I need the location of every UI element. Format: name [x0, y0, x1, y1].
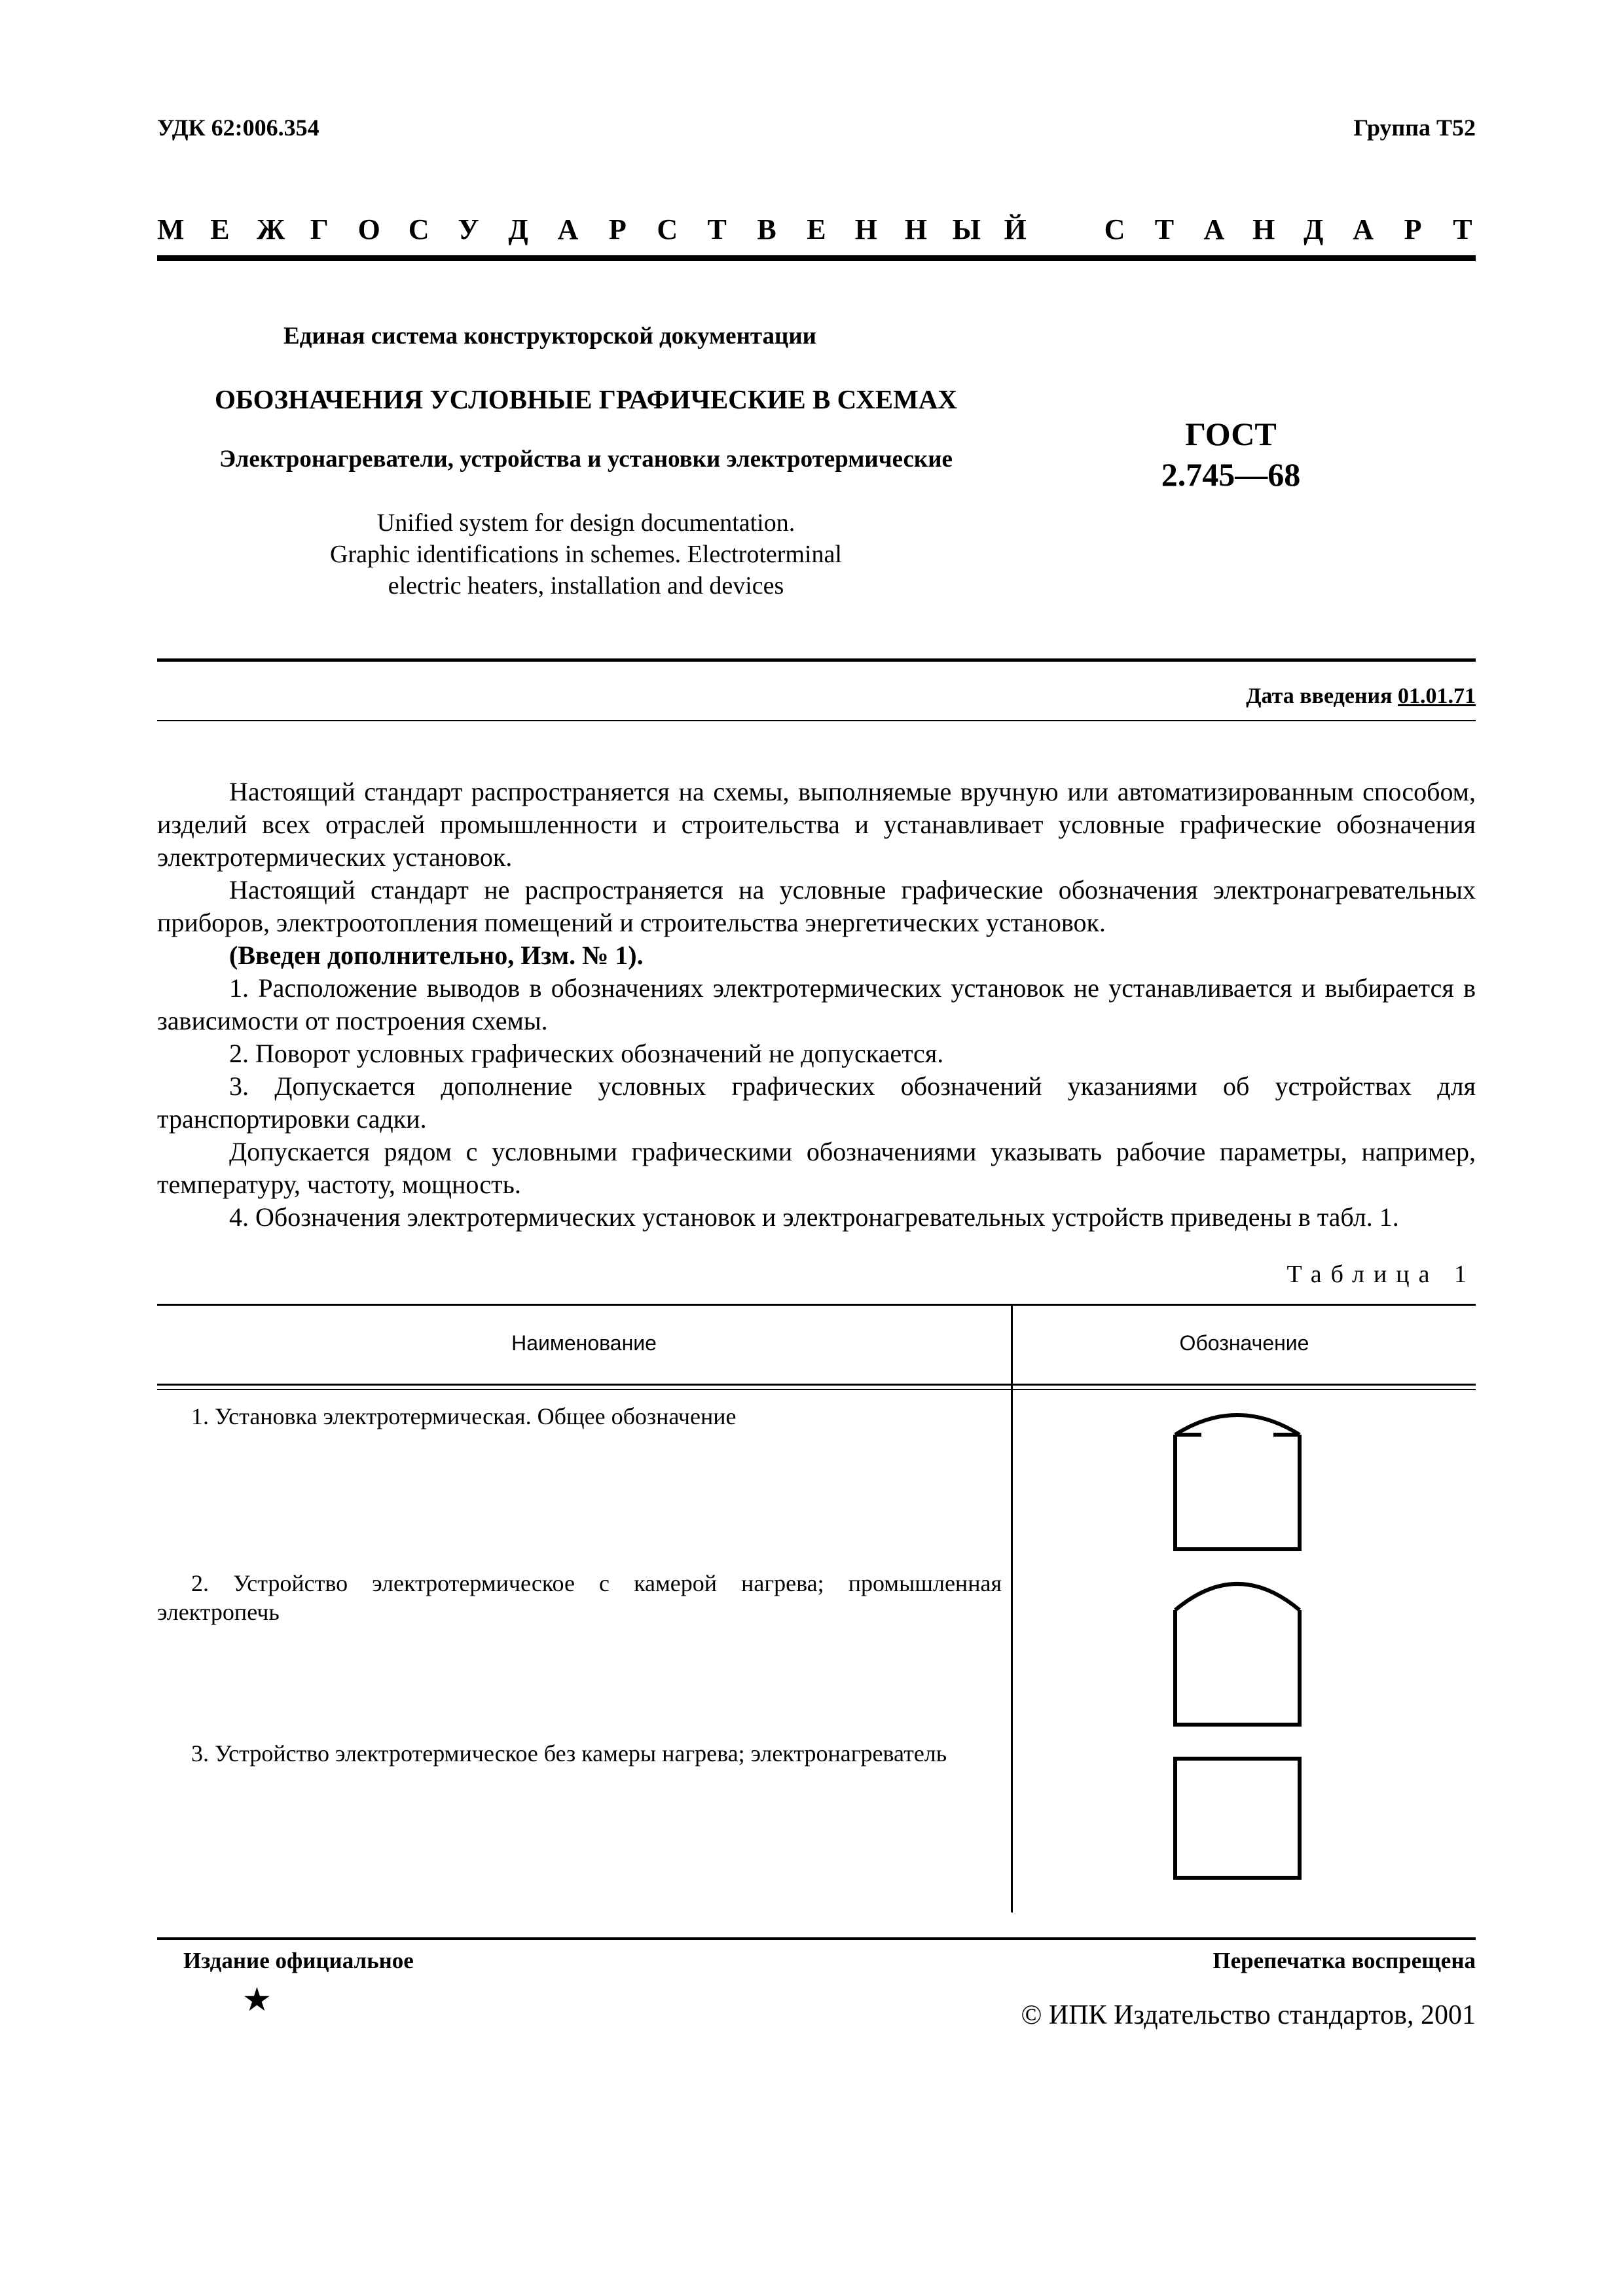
body-text — [157, 776, 1476, 1234]
introduction-date — [1246, 684, 1476, 709]
banner-letter: Д — [508, 213, 528, 245]
banner-letter: М — [157, 213, 185, 245]
banner-letter: О — [357, 213, 380, 245]
group-code: Группа Т52 — [1353, 115, 1476, 141]
table-row-name — [157, 1739, 1002, 1768]
table-column-divider — [1011, 1304, 1013, 1912]
paragraph: 3. Допускается дополнение условных графических обозначений указаниями об устройствах для транспортировки садки. — [157, 1071, 1476, 1134]
row-2-text: 2. Устройство электротермическое с камерой нагрева; промышленная электропечь — [157, 1570, 1002, 1625]
banner-letter: Р — [1404, 213, 1422, 245]
table-header-border — [157, 1389, 1476, 1390]
paragraph: Допускается рядом с условными графическими обозначениями указывать рабочие параметры, например, температуру, частоту, мощность. — [157, 1137, 1476, 1199]
banner-letter: Т — [1154, 213, 1175, 245]
paragraph: 1. Расположение выводов в обозначениях электротермических установок не устанавливается и выбирается в зависимости от построения схемы. — [157, 973, 1476, 1035]
gost-number — [1061, 414, 1401, 495]
gost-code: 2.745—68 — [1161, 456, 1301, 493]
banner-letter: Р — [608, 213, 627, 245]
banner-letter: А — [1203, 213, 1225, 245]
column-header-symbol: Обозначение — [1179, 1331, 1309, 1355]
banner-letter: Е — [807, 213, 826, 245]
english-title — [157, 507, 1015, 601]
banner-letter: У — [458, 213, 479, 245]
arched-box-icon — [1169, 1571, 1339, 1734]
banner-letter: Н — [854, 213, 878, 245]
banner-letter: С — [657, 213, 678, 245]
english-title-line: Graphic identifications in schemes. Electroterminal — [330, 541, 842, 568]
banner-letter: Н — [904, 213, 927, 245]
rect-box-icon — [1169, 1755, 1339, 1886]
table-header-border — [157, 1384, 1476, 1386]
paragraph: 2. Поворот условных графических обозначений не допускается. — [229, 1039, 944, 1068]
banner-letter: А — [1353, 213, 1374, 245]
banner-letter: Й — [1004, 213, 1027, 245]
banner-letter: Ж — [256, 213, 285, 245]
english-title-line: electric heaters, installation and devices — [388, 572, 784, 600]
banner-rule — [157, 255, 1476, 261]
banner-letter: В — [757, 213, 776, 245]
banner-letter: Т — [1453, 213, 1472, 245]
paragraph: Настоящий стандарт не распространяется на условные графические обозначения электронагревательных приборов, электроотопления помещений и строительства энергетических установок. — [157, 875, 1476, 937]
document-title: ОБОЗНАЧЕНИЯ УСЛОВНЫЕ ГРАФИЧЕСКИЕ В СХЕМАХ — [214, 384, 958, 414]
banner-letter: Е — [210, 213, 230, 245]
banner-letter: С — [1104, 213, 1125, 245]
arched-box-with-gaps-icon — [1169, 1402, 1339, 1559]
row-1-text: 1. Установка электротермическая. Общее обозначение — [191, 1403, 737, 1429]
banner-letter: Н — [1252, 213, 1275, 245]
banner-letter: Г — [310, 213, 329, 245]
banner-letter: С — [408, 213, 429, 245]
udk-code: УДК 62:006.354 — [157, 115, 319, 141]
footer-rule — [157, 1937, 1476, 1940]
date-rule — [157, 720, 1476, 721]
document-subtitle: Электронагреватели, устройства и установки электротермические — [219, 446, 953, 473]
row-3-text: 3. Устройство электротермическое без камеры нагрева; электронагреватель — [191, 1740, 947, 1767]
date-label: Дата введения — [1246, 684, 1393, 708]
paragraph: Настоящий стандарт распространяется на схемы, выполняемые вручную или автоматизированным способом, изделий всех отраслей промышленности и строительства и устанавливает условные графические обозначения электротермических установок. — [157, 777, 1476, 872]
table-row-name — [157, 1402, 1002, 1431]
symbols-table — [157, 1304, 1476, 1912]
english-title-line: Unified system for design documentation. — [376, 509, 795, 537]
official-edition: Издание официальное — [183, 1948, 414, 1973]
paragraph: 4. Обозначения электротермических установок и электронагревательных устройств приведены в табл. 1. — [229, 1202, 1399, 1232]
table-label: Таблица 1 — [1286, 1261, 1476, 1288]
amendment-note: (Введен дополнительно, Изм. № 1). — [229, 941, 644, 970]
banner-letter: Д — [1304, 213, 1324, 245]
copyright: © ИПК Издательство стандартов, 2001 — [1021, 2000, 1476, 2030]
banner-letter: А — [557, 213, 579, 245]
title-rule — [157, 658, 1476, 662]
date-value: 01.01.71 — [1398, 684, 1476, 708]
system-title: Единая система конструкторской документации — [283, 323, 816, 350]
table-row-name — [157, 1569, 1002, 1626]
reprint-notice: Перепечатка воспрещена — [1213, 1948, 1476, 1973]
gost-label: ГОСТ — [1185, 416, 1277, 452]
standard-banner — [157, 209, 1476, 249]
star-icon: ★ — [242, 1981, 272, 2018]
column-header-name: Наименование — [511, 1331, 657, 1355]
table-top-border — [157, 1304, 1476, 1306]
banner-letter: Ы — [952, 213, 981, 245]
banner-letter: Т — [707, 213, 727, 245]
